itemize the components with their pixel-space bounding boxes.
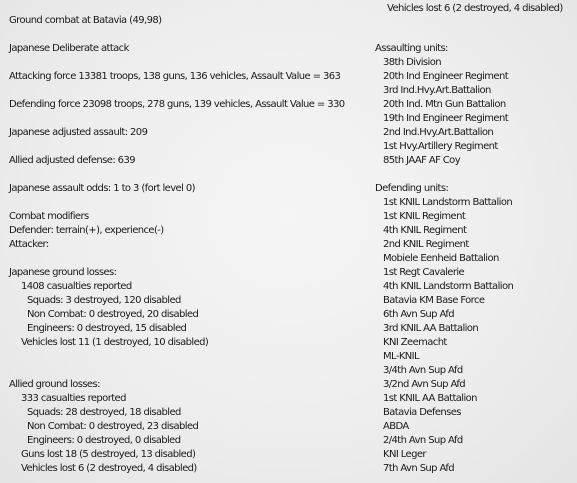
attack-type: Japanese Deliberate attack [9, 43, 129, 54]
allied-engineers: Engineers: 0 destroyed, 0 disabled [27, 435, 181, 446]
defending-unit: KNI Leger [383, 449, 426, 460]
defending-unit: 7th Avn Sup Afd [383, 463, 455, 474]
assaulting-unit: 19th Ind Engineer Regiment [383, 113, 509, 124]
adjusted-defense: Allied adjusted defense: 639 [9, 155, 135, 166]
allied-noncombat: Non Combat: 0 destroyed, 23 disabled [27, 421, 199, 432]
report-title: Ground combat at Batavia (49,98) [9, 15, 162, 26]
japanese-vehicles: Vehicles lost 11 (1 destroyed, 10 disabled) [21, 337, 209, 348]
defending-units-header: Defending units: [375, 183, 449, 194]
assaulting-unit: 20th Ind Engineer Regiment [383, 71, 509, 82]
assaulting-unit: 1st Hvy.Artillery Regiment [383, 141, 498, 152]
modifiers-attacker: Attacker: [9, 239, 49, 250]
defending-unit: 4th KNIL Regiment [383, 225, 467, 236]
defending-unit: 4th KNIL Landstorm Battalion [383, 281, 514, 292]
allied-casualties: 333 casualties reported [21, 393, 126, 404]
assaulting-unit: 20th Ind. Mtn Gun Battalion [383, 99, 506, 110]
defending-unit: 1st KNIL Regiment [383, 211, 466, 222]
assaulting-unit: 85th JAAF AF Coy [383, 155, 461, 166]
defending-unit: Batavia KM Base Force [383, 295, 485, 306]
modifiers-defender: Defender: terrain(+), experience(-) [9, 225, 164, 236]
assault-odds: Japanese assault odds: 1 to 3 (fort level 0) [9, 183, 195, 194]
defending-unit: 1st Regt Cavalerie [383, 267, 465, 278]
allied-squads: Squads: 28 destroyed, 18 disabled [27, 407, 181, 418]
japanese-losses-header: Japanese ground losses: [9, 267, 117, 278]
allied-losses-header: Allied ground losses: [9, 379, 100, 390]
defending-unit: 6th Avn Sup Afd [383, 309, 455, 320]
assaulting-unit: 3rd Ind.Hvy.Art.Battalion [383, 85, 491, 96]
defending-force: Defending force 23098 troops, 278 guns, 139 vehicles, Assault Value = 330 [9, 99, 345, 110]
allied-guns: Guns lost 18 (5 destroyed, 13 disabled) [21, 449, 196, 460]
defending-unit: 3/2nd Avn Sup Afd [383, 379, 466, 390]
defending-unit: 1st KNIL Landstorm Battalion [383, 197, 513, 208]
modifiers-header: Combat modifiers [9, 211, 89, 222]
defending-unit: 3/4th Avn Sup Afd [383, 365, 463, 376]
assaulting-units-header: Assaulting units: [375, 43, 448, 54]
attacking-force: Attacking force 13381 troops, 138 guns, 136 vehicles, Assault Value = 363 [9, 71, 341, 82]
defending-unit: 1st KNIL AA Battalion [383, 393, 477, 404]
allied-vehicles: Vehicles lost 6 (2 destroyed, 4 disabled) [21, 463, 197, 474]
defending-unit: Batavia Defenses [383, 407, 461, 418]
japanese-noncombat: Non Combat: 0 destroyed, 20 disabled [27, 309, 199, 320]
adjusted-assault: Japanese adjusted assault: 209 [9, 127, 148, 138]
defending-unit: ABDA [383, 421, 409, 432]
japanese-engineers: Engineers: 0 destroyed, 15 disabled [27, 323, 187, 334]
japanese-casualties: 1408 casualties reported [21, 281, 132, 292]
defending-unit: ML-KNIL [383, 351, 419, 362]
japanese-squads: Squads: 3 destroyed, 120 disabled [27, 295, 181, 306]
defending-unit: Mobiele Eenheid Battalion [383, 253, 499, 264]
defending-unit: KNI Zeemacht [383, 337, 447, 348]
defending-unit: 3rd KNIL AA Battalion [383, 323, 479, 334]
defending-unit: 2/4th Avn Sup Afd [383, 435, 463, 446]
defending-unit: 2nd KNIL Regiment [383, 239, 469, 250]
assaulting-unit: 38th Division [383, 57, 441, 68]
assaulting-unit: 2nd Ind.Hvy.Art.Battalion [383, 127, 494, 138]
top-right-vehicles-lost: Vehicles lost 6 (2 destroyed, 4 disabled) [387, 3, 563, 14]
